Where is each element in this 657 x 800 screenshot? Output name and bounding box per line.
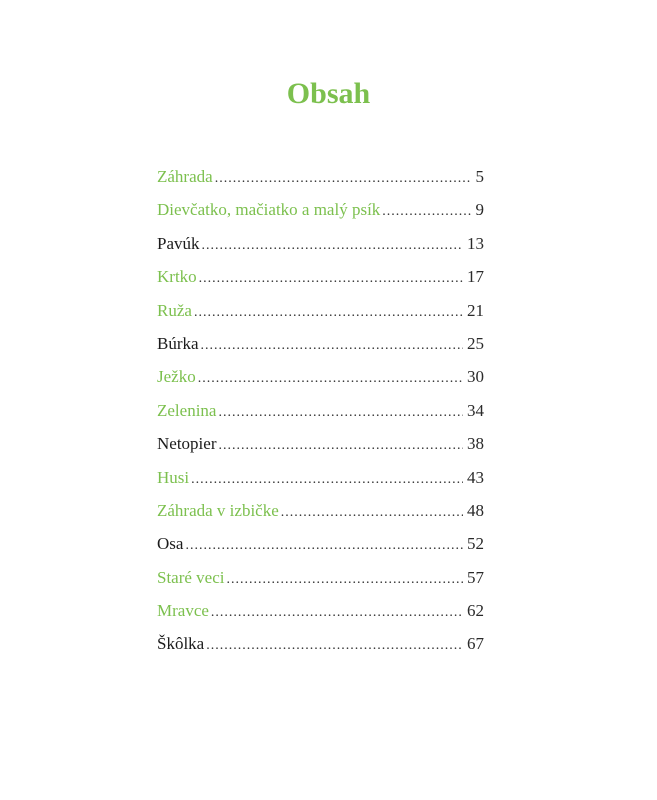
toc-entry-title: Krtko bbox=[157, 267, 197, 287]
toc-entry-title: Zelenina bbox=[157, 400, 217, 420]
toc-entry-page-number: 38 bbox=[467, 434, 484, 454]
toc-entry-title: Záhrada bbox=[157, 167, 213, 186]
dot-leader bbox=[198, 365, 463, 393]
toc-entry bbox=[157, 564, 484, 597]
dot-leader bbox=[382, 198, 471, 226]
toc-entry-page-number: 57 bbox=[467, 567, 484, 587]
toc-entry-title: Ruža bbox=[157, 300, 192, 320]
toc-entry bbox=[157, 430, 484, 463]
toc-entry-page-number: 30 bbox=[467, 367, 484, 387]
toc-entry-title: Škôlka bbox=[157, 634, 205, 654]
toc-entry bbox=[157, 163, 484, 196]
toc-entry-page-number: 21 bbox=[467, 300, 484, 320]
toc-entry-title: Osa bbox=[157, 534, 184, 554]
toc-entry-title: Husi bbox=[157, 467, 190, 487]
dot-leader bbox=[199, 265, 463, 293]
toc-entry-title: Mravce bbox=[157, 601, 209, 621]
toc-entry bbox=[157, 530, 484, 563]
toc-entry bbox=[157, 230, 484, 263]
toc-entry-title: Búrka bbox=[157, 333, 199, 353]
dot-leader bbox=[227, 566, 464, 594]
toc-entry-title: Staré veci bbox=[157, 567, 225, 587]
dot-leader bbox=[218, 399, 463, 427]
toc-entry bbox=[157, 297, 484, 330]
toc-entry-title: Dievčatko, mačiatko a malý psík bbox=[157, 200, 381, 220]
toc-entry bbox=[157, 397, 484, 430]
dot-leader bbox=[202, 232, 464, 260]
toc-entry-page-number: 52 bbox=[467, 534, 484, 554]
dot-leader bbox=[215, 165, 472, 193]
dot-leader bbox=[206, 632, 463, 660]
toc-entry bbox=[157, 597, 484, 630]
toc-entry-page-number: 25 bbox=[467, 333, 484, 353]
toc-entry bbox=[157, 497, 484, 530]
toc-entry-title: Záhrada v izbičke bbox=[157, 500, 279, 520]
dot-leader bbox=[191, 466, 463, 494]
dot-leader bbox=[218, 432, 463, 460]
toc-entry bbox=[157, 330, 484, 363]
toc-entry bbox=[157, 363, 484, 396]
dot-leader bbox=[201, 332, 463, 360]
toc-entry-page-number: 62 bbox=[467, 601, 484, 621]
toc-entry bbox=[157, 196, 484, 229]
toc-entry-page-number: 67 bbox=[467, 634, 484, 654]
dot-leader bbox=[194, 299, 463, 327]
toc-entry-page-number: 13 bbox=[467, 233, 484, 253]
toc-entry-page-number: 34 bbox=[467, 400, 484, 420]
toc-entry-title: Pavúk bbox=[157, 233, 200, 253]
dot-leader bbox=[185, 532, 463, 560]
toc-entry-page-number: 48 bbox=[467, 500, 484, 520]
toc-entry-page-number: 9 bbox=[475, 200, 484, 220]
toc-entry-page-number: 17 bbox=[467, 267, 484, 287]
toc-entry bbox=[157, 464, 484, 497]
table-of-contents bbox=[157, 163, 484, 664]
dot-leader bbox=[211, 599, 463, 627]
toc-entry-page-number: 5 bbox=[475, 167, 484, 186]
page-title: Obsah bbox=[286, 77, 371, 110]
toc-entry bbox=[157, 630, 484, 663]
toc-entry-title: Netopier bbox=[157, 434, 217, 454]
dot-leader bbox=[281, 499, 463, 527]
toc-entry bbox=[157, 263, 484, 296]
toc-entry-title: Ježko bbox=[157, 367, 196, 387]
toc-entry-page-number: 43 bbox=[467, 467, 484, 487]
